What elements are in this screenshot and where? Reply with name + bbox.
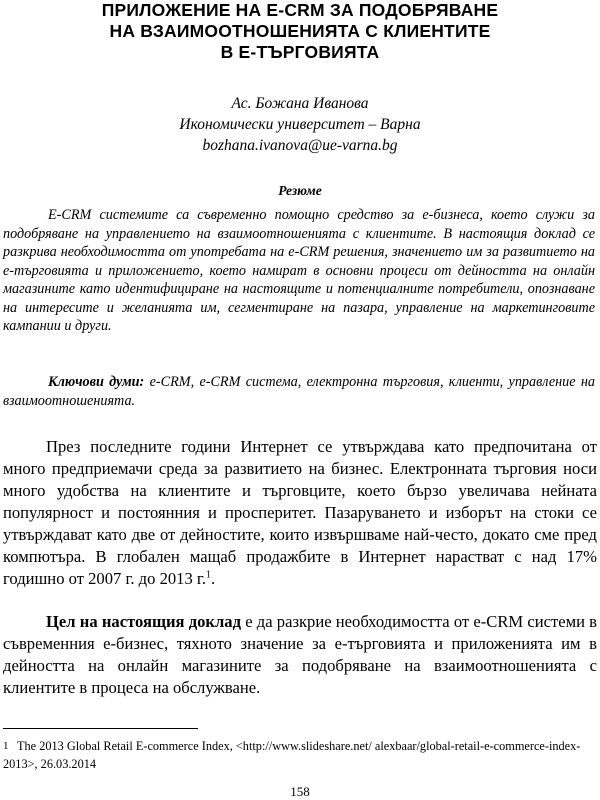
footnote (3, 737, 597, 773)
footnote-text: The 2013 Global Retail E-commerce Index, <http://www.slideshare.net/ alexbaar/global-retail-e-commerce-index-2013>, 26.03.2014 (3, 739, 581, 771)
abstract-heading: Резюме (278, 183, 322, 198)
author-affiliation: Икономически университет – Варна (179, 116, 421, 133)
title-line-1: ПРИЛОЖЕНИЕ НА E-CRM ЗА ПОДОБРЯВАНЕ (101, 0, 499, 20)
footnote-mark: 1 (3, 740, 9, 752)
abstract-text: E-CRM системите са съвременно помощно средство за е-бизнеса, което служи за подобряване на управлението на взаимоотношенията с клиентите. В настоящия доклад се разкрива необходимостта от употребата на е-CRM решения, значението им за развитието на е-търговията и приложението, което намират в основни процеси от дейността на онлайн магазините като идентифициране на настоящите и потенциалните потребители, опознаване на интересите и желанията им, сегментиране на пазара, управление на маркетинговите кампании и други. (3, 207, 595, 334)
paragraph-1-text: През последните години Интернет се утвърждава като предпочитана от много предприемачи среда за развитието на бизнес. Електронната търговия носи много удобства на клиентите и търговците, което бързо увеличава нейната популярност и постоянния и просперитет. Пазаруването и изборът на стоки се утвърждават като две от дейностите, които извършваме най-често, докато сме пред компютъра. В глобален мащаб продажбите в Интернет нарастват с над 17% годишно от 2007 г. до 2013 г. (3, 437, 597, 588)
author-name: Ас. Божана Иванова (231, 95, 369, 112)
keywords-list: e-CRM, e-CRM система, електронна търговия, клиенти, управление на взаимоотношенията. (3, 374, 595, 409)
footnote-divider (3, 728, 198, 729)
keywords-label: Ключови думи: (48, 374, 145, 390)
author-email: bozhana.ivanova@ue-varna.bg (202, 137, 398, 154)
body-paragraph-1 (3, 436, 597, 590)
paper-title (20, 0, 580, 63)
body-paragraph-2 (3, 611, 597, 699)
paragraph-2-text: е да разкрие необходимостта от e-CRM системи в съвременния е-бизнес, тяхното значение за е-търговията и приложенията им в дейността на онлайн магазините за подобряване на взаимоотношенията с клиентите в процеса на обслужване. (3, 612, 597, 697)
author-block (20, 93, 580, 156)
page-number: 158 (290, 784, 310, 799)
paragraph-1-end: . (211, 569, 216, 588)
footnote-reference: 1 (206, 569, 211, 581)
keywords (3, 373, 595, 410)
paragraph-2-lead: Цел на настоящия доклад (46, 612, 241, 631)
title-line-3: В Е-ТЪРГОВИЯТА (220, 42, 380, 62)
title-line-2: НА ВЗАИМООТНОШЕНИЯТА С КЛИЕНТИТЕ (109, 21, 491, 41)
